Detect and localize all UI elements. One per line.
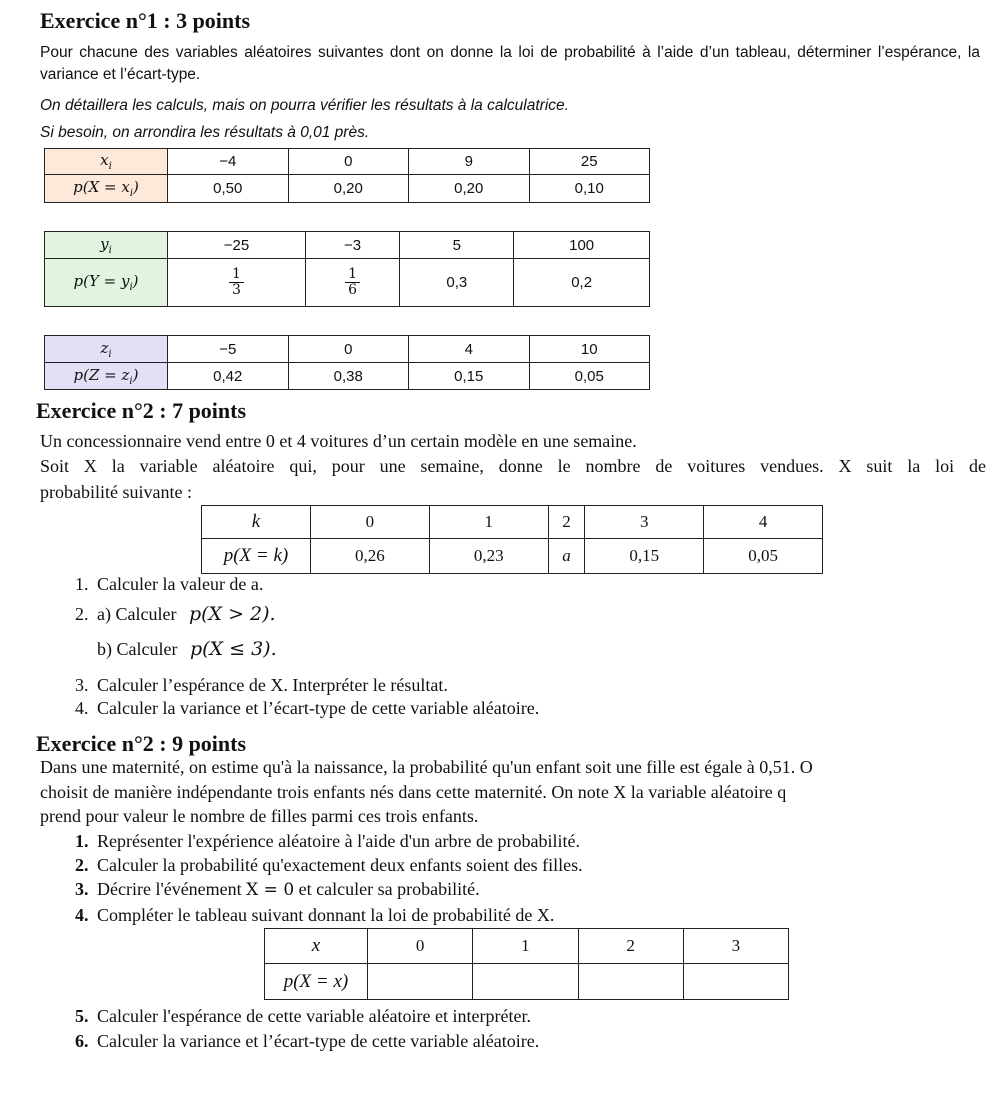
fraction — [345, 267, 360, 298]
exercise-3-paragraph-line-2: choisit de manière indépendante trois enfants nés dans cette maternité. On note X la variable aléatoire q — [40, 782, 787, 802]
ex2-question-2a — [75, 603, 276, 625]
table-y-header-cell — [45, 232, 168, 259]
exercise-1-intro: Pour chacune des variables aléatoires suivantes dont on donne la loi de probabilité à l’aide d’un tableau, déterminer l’espérance, la variance et l’écart-type. — [40, 44, 980, 83]
table-girls-distribution — [264, 928, 789, 1000]
table-z-distribution — [44, 335, 650, 390]
table-y-prob — [168, 259, 306, 307]
table-sales-prob: 0,05 — [704, 539, 823, 574]
ex2-question-2b — [97, 638, 277, 660]
question-text: Calculer l'espérance de cette variable aléatoire et interpréter. — [97, 1006, 531, 1026]
exercise-1-title: Exercice n°1 : 3 points — [40, 8, 251, 33]
ex3-question-2 — [75, 854, 583, 876]
exercise-3-paragraph-line-1: Dans une maternité, on estime qu'à la naissance, la probabilité qu'un enfant soit une fille est égale à 0,51. O — [40, 757, 813, 777]
table-y-value: −3 — [305, 232, 399, 259]
question-text: Représenter l'expérience aléatoire à l'aide d'un arbre de probabilité. — [97, 831, 580, 851]
prob-z-sub: i — [129, 375, 133, 387]
table-x-prob: 0,20 — [409, 175, 530, 203]
var-z-label: z — [100, 338, 109, 357]
table-z-value: −5 — [168, 336, 289, 363]
exercise-2-paragraph-2b: probabilité suivante : — [40, 482, 192, 502]
table-z-header-cell — [45, 336, 168, 363]
table-y-prob: 0,2 — [514, 259, 650, 307]
question-number: 5. — [75, 1006, 89, 1026]
var-x-label: x — [100, 151, 109, 169]
table-x-distribution — [44, 148, 650, 203]
question-number: 2. — [75, 604, 89, 624]
question-text: Calculer la probabilité qu'exactement deux enfants soient des filles. — [97, 855, 583, 875]
table-y-prob: 0,3 — [400, 259, 514, 307]
table-y-prob — [305, 259, 399, 307]
table-y-value: 100 — [514, 232, 650, 259]
question-number: 1. — [75, 831, 89, 851]
fraction-denominator: 6 — [348, 282, 358, 298]
question-number: 2. — [75, 855, 89, 875]
question-text: Calculer la variance et l’écart-type de cette variable aléatoire. — [97, 698, 540, 718]
table-girls-prob-empty[interactable] — [473, 964, 578, 1000]
table-sales-prob: 0,23 — [429, 539, 548, 574]
table-z-prob: 0,42 — [168, 363, 289, 390]
table-girls-x-header: x — [265, 929, 368, 964]
question-text: et calculer sa probabilité. — [298, 879, 480, 899]
table-girls-prob-empty[interactable] — [578, 964, 683, 1000]
table-z-prob: 0,05 — [529, 363, 650, 390]
question-number: 3. — [75, 675, 89, 695]
prob-y-label: p(Y = y — [73, 272, 130, 290]
table-girls-value: 1 — [473, 929, 578, 964]
table-z-value: 10 — [529, 336, 650, 363]
question-text: Calculer la variance et l’écart-type de cette variable aléatoire. — [97, 1031, 540, 1051]
fraction-numerator: 1 — [229, 267, 244, 283]
exercise-2-paragraph-1: Un concessionnaire vend entre 0 et 4 voitures d’un certain modèle en une semaine. — [40, 431, 637, 451]
table-x-value: 25 — [529, 149, 650, 175]
table-girls-prob-empty[interactable] — [683, 964, 788, 1000]
ex3-question-5 — [75, 1005, 531, 1027]
prob-y-sub: i — [129, 282, 133, 293]
ex3-question-3 — [75, 878, 480, 901]
var-z-sub: i — [108, 348, 112, 360]
ex3-question-4 — [75, 904, 554, 926]
table-girls-value: 0 — [368, 929, 473, 964]
exercise-3-paragraph-line-3: prend pour valeur le nombre de filles parmi ces trois enfants. — [40, 806, 479, 826]
table-girls-value: 2 — [578, 929, 683, 964]
question-text: a) Calculer — [97, 604, 177, 624]
question-text: Calculer la valeur de a. — [97, 574, 264, 594]
question-text: Décrire l'événement — [97, 879, 242, 899]
question-number: 3. — [75, 879, 89, 899]
table-x-value: 9 — [409, 149, 530, 175]
prob-x-label: p(X = x — [73, 178, 130, 196]
table-sales-value: 3 — [585, 506, 704, 539]
table-x-value: −4 — [168, 149, 289, 175]
table-y-prob-header: $p(Y = y_i)$ — [45, 259, 168, 307]
math-expression: p(X > 2). — [188, 603, 276, 625]
table-x-prob-header: $p(X = x_i)$ — [45, 175, 168, 203]
ex2-question-3 — [75, 674, 448, 696]
table-y-distribution — [44, 231, 650, 307]
table-sales-prob-header: p(X = k) — [202, 539, 311, 574]
table-z-prob: 0,15 — [409, 363, 530, 390]
question-number: 1. — [75, 574, 89, 594]
var-y-sub: i — [108, 244, 112, 256]
ex3-question-1 — [75, 830, 580, 852]
question-text: b) Calculer — [97, 639, 178, 659]
var-x-sub: i — [108, 161, 112, 172]
fraction — [229, 267, 244, 298]
ex2-question-1 — [75, 573, 263, 595]
table-y-value: 5 — [400, 232, 514, 259]
table-z-prob-header: $p(Z = z_i)$ — [45, 363, 168, 390]
table-x-header-cell — [45, 149, 168, 175]
table-sales-prob: 0,26 — [311, 539, 430, 574]
prob-x-sub: i — [129, 188, 134, 199]
table-z-value: 4 — [409, 336, 530, 363]
var-y-label: y — [100, 234, 109, 253]
table-x-prob: 0,20 — [288, 175, 409, 203]
table-x-value: 0 — [288, 149, 409, 175]
table-x-prob: 0,50 — [168, 175, 289, 203]
table-sales-distribution — [201, 505, 823, 574]
question-number: 4. — [75, 905, 89, 925]
table-sales-value: 4 — [704, 506, 823, 539]
fraction-denominator: 3 — [231, 282, 241, 298]
table-girls-value: 3 — [683, 929, 788, 964]
table-y-value: −25 — [168, 232, 306, 259]
question-number: 4. — [75, 698, 89, 718]
prob-z-label: p(Z = z — [73, 365, 130, 384]
fraction-numerator: 1 — [345, 267, 360, 283]
ex3-question-6 — [75, 1030, 539, 1052]
question-text: Compléter le tableau suivant donnant la loi de probabilité de X. — [97, 905, 555, 925]
table-z-value: 0 — [288, 336, 409, 363]
table-z-prob: 0,38 — [288, 363, 409, 390]
table-sales-prob: a — [548, 539, 585, 574]
table-girls-prob-header: p(X = x) — [265, 964, 368, 1000]
math-expression: p(X ≤ 3). — [189, 638, 277, 660]
table-girls-prob-empty[interactable] — [368, 964, 473, 1000]
exercise-2-title: Exercice n°2 : 7 points — [36, 398, 247, 423]
table-sales-k-header: k — [202, 506, 311, 539]
exercise-3-title: Exercice n°2 : 9 points — [36, 731, 247, 756]
table-sales-value: 1 — [429, 506, 548, 539]
table-sales-value: 0 — [311, 506, 430, 539]
question-number: 6. — [75, 1031, 89, 1051]
table-x-prob: 0,10 — [529, 175, 650, 203]
table-sales-prob: 0,15 — [585, 539, 704, 574]
math-expression: X = 0 — [246, 880, 295, 900]
exercise-1-note-arrondi: Si besoin, on arrondira les résultats à 0,01 près. — [40, 124, 370, 141]
exercise-1-note-calculs: On détaillera les calculs, mais on pourra vérifier les résultats à la calculatrice. — [40, 97, 569, 114]
question-text: Calculer l’espérance de X. Interpréter le résultat. — [97, 675, 448, 695]
table-sales-value: 2 — [548, 506, 585, 539]
ex2-question-4 — [75, 697, 539, 719]
exercise-2-paragraph-2a: Soit X la variable aléatoire qui, pour une semaine, donne le nombre de voitures vendues. X suit la loi de — [40, 456, 986, 476]
